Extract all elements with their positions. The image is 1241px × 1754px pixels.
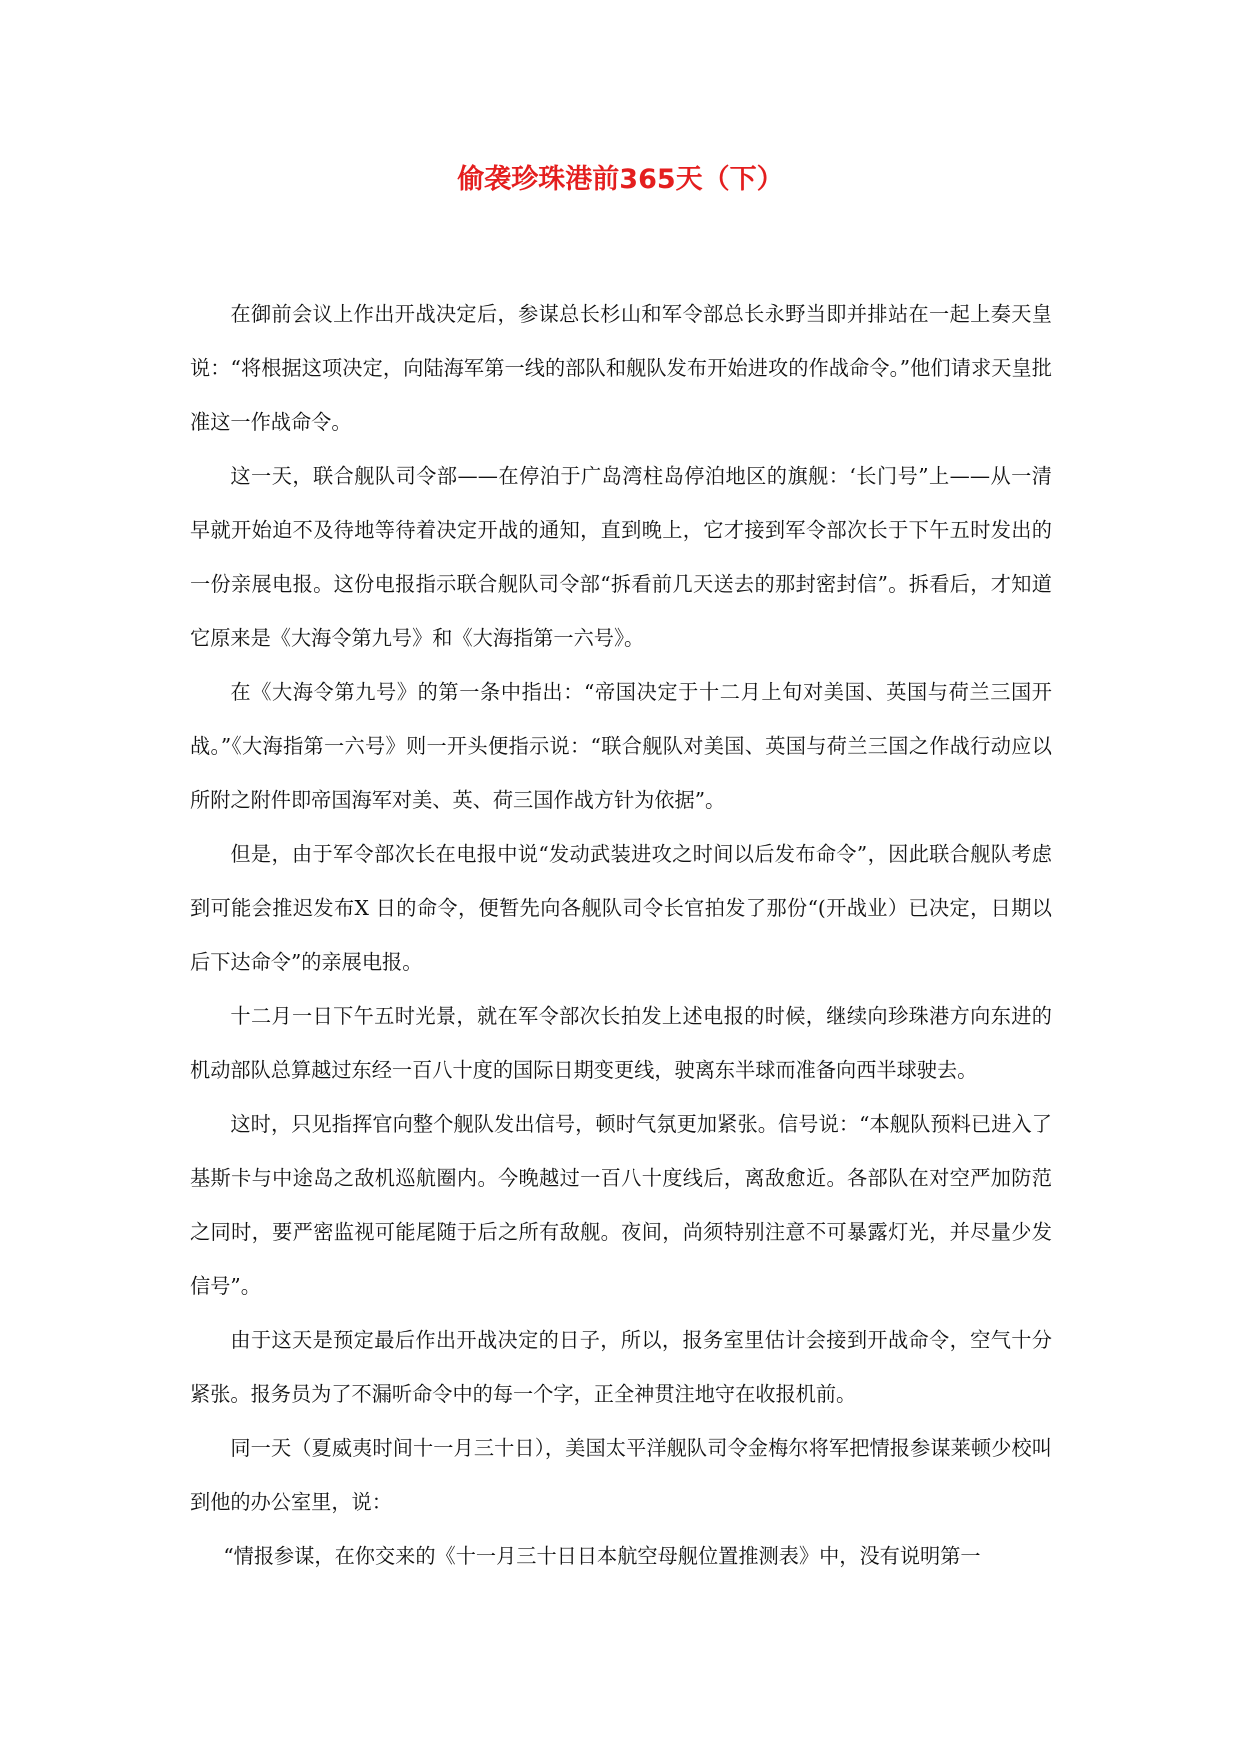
paragraph: 但是，由于军令部次长在电报中说“发动武装进攻之时间以后发布命令”，因此联合舰队考虑到可能会推迟发布X 日的命令，便暂先向各舰队司令长官拍发了那份“(开战业）已决定，日期以后下达命令”的亲展电报。 <box>190 842 1052 974</box>
paragraph: 由于这天是预定最后作出开战决定的日子，所以，报务室里估计会接到开战命令，空气十分紧张。报务员为了不漏听命令中的每一个字，正全神贯注地守在收报机前。 <box>190 1328 1052 1406</box>
paragraph: “情报参谋，在你交来的《十一月三十日日本航空母舰位置推测表》中，没有说明第一 <box>223 1544 981 1568</box>
paragraph: 这时，只见指挥官向整个舰队发出信号，顿时气氛更加紧张。信号说：“本舰队预料已进入了基斯卡与中途岛之敌机巡航圈内。今晚越过一百八十度线后，离敌愈近。各部队在对空严加防范之同时，要严密监视可能尾随于后之所有敌舰。夜间，尚须特别注意不可暴露灯光，并尽量少发信号”。 <box>190 1112 1052 1298</box>
document-body <box>190 287 1052 1583</box>
paragraph: 这一天，联合舰队司令部——在停泊于广岛湾柱岛停泊地区的旗舰：‘长门号”上——从一清早就开始迫不及待地等待着决定开战的通知，直到晚上，它才接到军令部次长于下午五时发出的一份亲展电报。这份电报指示联合舰队司令部“拆看前几天送去的那封密封信”。拆看后，才知道它原来是《大海令第九号》和《大海指第一六号》。 <box>190 464 1052 650</box>
paragraph: 十二月一日下午五时光景，就在军令部次长拍发上述电报的时候，继续向珍珠港方向东进的机动部队总算越过东经一百八十度的国际日期变更线，驶离东半球而准备向西半球驶去。 <box>190 1004 1052 1082</box>
paragraph: 在《大海令第九号》的第一条中指出：“帝国决定于十二月上旬对美国、英国与荷兰三国开战。”《大海指第一六号》则一开头便指示说：“联合舰队对美国、英国与荷兰三国之作战行动应以所附之附件即帝国海军对美、英、荷三国作战方针为依据”。 <box>190 680 1052 812</box>
paragraph: 同一天（夏威夷时间十一月三十日），美国太平洋舰队司令金梅尔将军把情报参谋莱顿少校叫到他的办公室里，说： <box>190 1436 1052 1514</box>
paragraph: 在御前会议上作出开战决定后，参谋总长杉山和军令部总长永野当即并排站在一起上奏天皇说：“将根据这项决定，向陆海军第一线的部队和舰队发布开始进攻的作战命令。”他们请求天皇批准这一作战命令。 <box>190 302 1052 434</box>
page-title: 偷袭珍珠港前365天（下） <box>457 164 784 195</box>
